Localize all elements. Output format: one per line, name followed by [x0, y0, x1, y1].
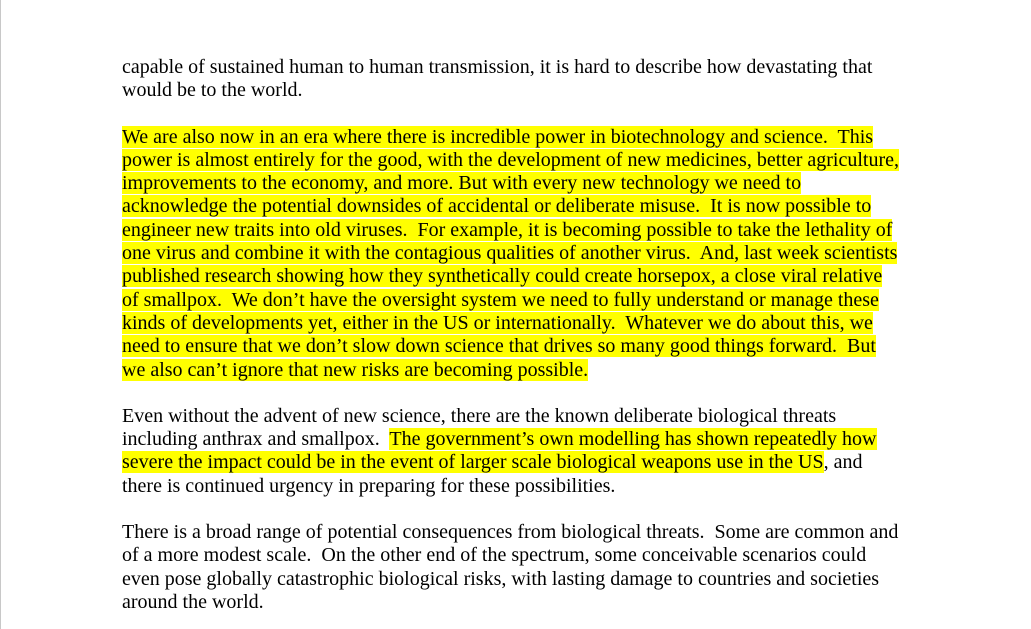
highlighted-text-run: We are also now in an era where there is incredible power in biotechnology and science. This: [122, 125, 874, 148]
text-run: there is continued urgency in preparing for these possibilities.: [122, 474, 616, 497]
text-run: even pose globally catastrophic biological risks, with lasting damage to countries and societies: [122, 567, 880, 590]
text-line: [122, 149, 922, 172]
text-line: [122, 521, 922, 544]
text-line: [122, 312, 922, 335]
text-line: [122, 475, 922, 498]
paragraph-4: [122, 521, 922, 614]
highlighted-text-run: severe the impact could be in the event of larger scale biological weapons use in the US: [122, 451, 824, 474]
highlighted-text-run: need to ensure that we don’t slow down science that drives so many good things forward. But: [122, 335, 876, 358]
text-line: [122, 79, 922, 102]
text-line: [122, 56, 922, 79]
paragraph-1: [122, 56, 922, 103]
text-line: [122, 451, 922, 474]
text-run: , and: [823, 451, 863, 474]
text-line: [122, 242, 922, 265]
highlighted-text-run: kinds of developments yet, either in the US or internationally. Whatever we do about this, we: [122, 311, 873, 334]
text-run: capable of sustained human to human transmission, it is hard to describe how devastating that: [122, 56, 873, 78]
paragraph-3: [122, 405, 922, 498]
text-line: [122, 219, 922, 242]
text-line: [122, 568, 922, 591]
text-line: [122, 335, 922, 358]
text-line: [122, 289, 922, 312]
text-line: [122, 428, 922, 451]
text-line: [122, 544, 922, 567]
highlighted-text-run: of smallpox. We don’t have the oversight system we need to fully understand or manage these: [122, 288, 879, 311]
text-line: [122, 195, 922, 218]
text-run: including anthrax and smallpox.: [122, 428, 390, 451]
text-run: There is a broad range of potential consequences from biological threats. Some are common and: [122, 521, 899, 544]
text-run: of a more modest scale. On the other end of the spectrum, some conceivable scenarios could: [122, 544, 867, 567]
text-line: [122, 265, 922, 288]
text-run: Even without the advent of new science, there are the known deliberate biological threats: [122, 404, 837, 427]
paragraph-2-highlighted: [122, 126, 922, 382]
text-line: [122, 405, 922, 428]
text-line: [122, 172, 922, 195]
document-body: [122, 56, 922, 629]
highlighted-text-run: acknowledge the potential downsides of accidental or deliberate misuse. It is now possible to: [122, 195, 872, 218]
highlighted-text-run: improvements to the economy, and more. But with every new technology we need to: [122, 172, 802, 195]
highlighted-text-run: published research showing how they synthetically could create horsepox, a close viral relative: [122, 265, 883, 288]
text-line: [122, 359, 922, 382]
highlighted-text-run: engineer new traits into old viruses. For example, it is becoming possible to take the lethality of: [122, 218, 893, 241]
text-line: [122, 591, 922, 614]
highlighted-text-run: The government’s own modelling has shown repeatedly how: [389, 428, 877, 451]
text-line: [122, 126, 922, 149]
text-run: around the world.: [122, 590, 264, 613]
highlighted-text-run: one virus and combine it with the contagious qualities of another virus. And, last week scientists: [122, 242, 898, 265]
highlighted-text-run: we also can’t ignore that new risks are becoming possible.: [122, 358, 589, 381]
highlighted-text-run: power is almost entirely for the good, with the development of new medicines, better agriculture,: [122, 148, 899, 171]
text-run: would be to the world.: [122, 79, 303, 102]
